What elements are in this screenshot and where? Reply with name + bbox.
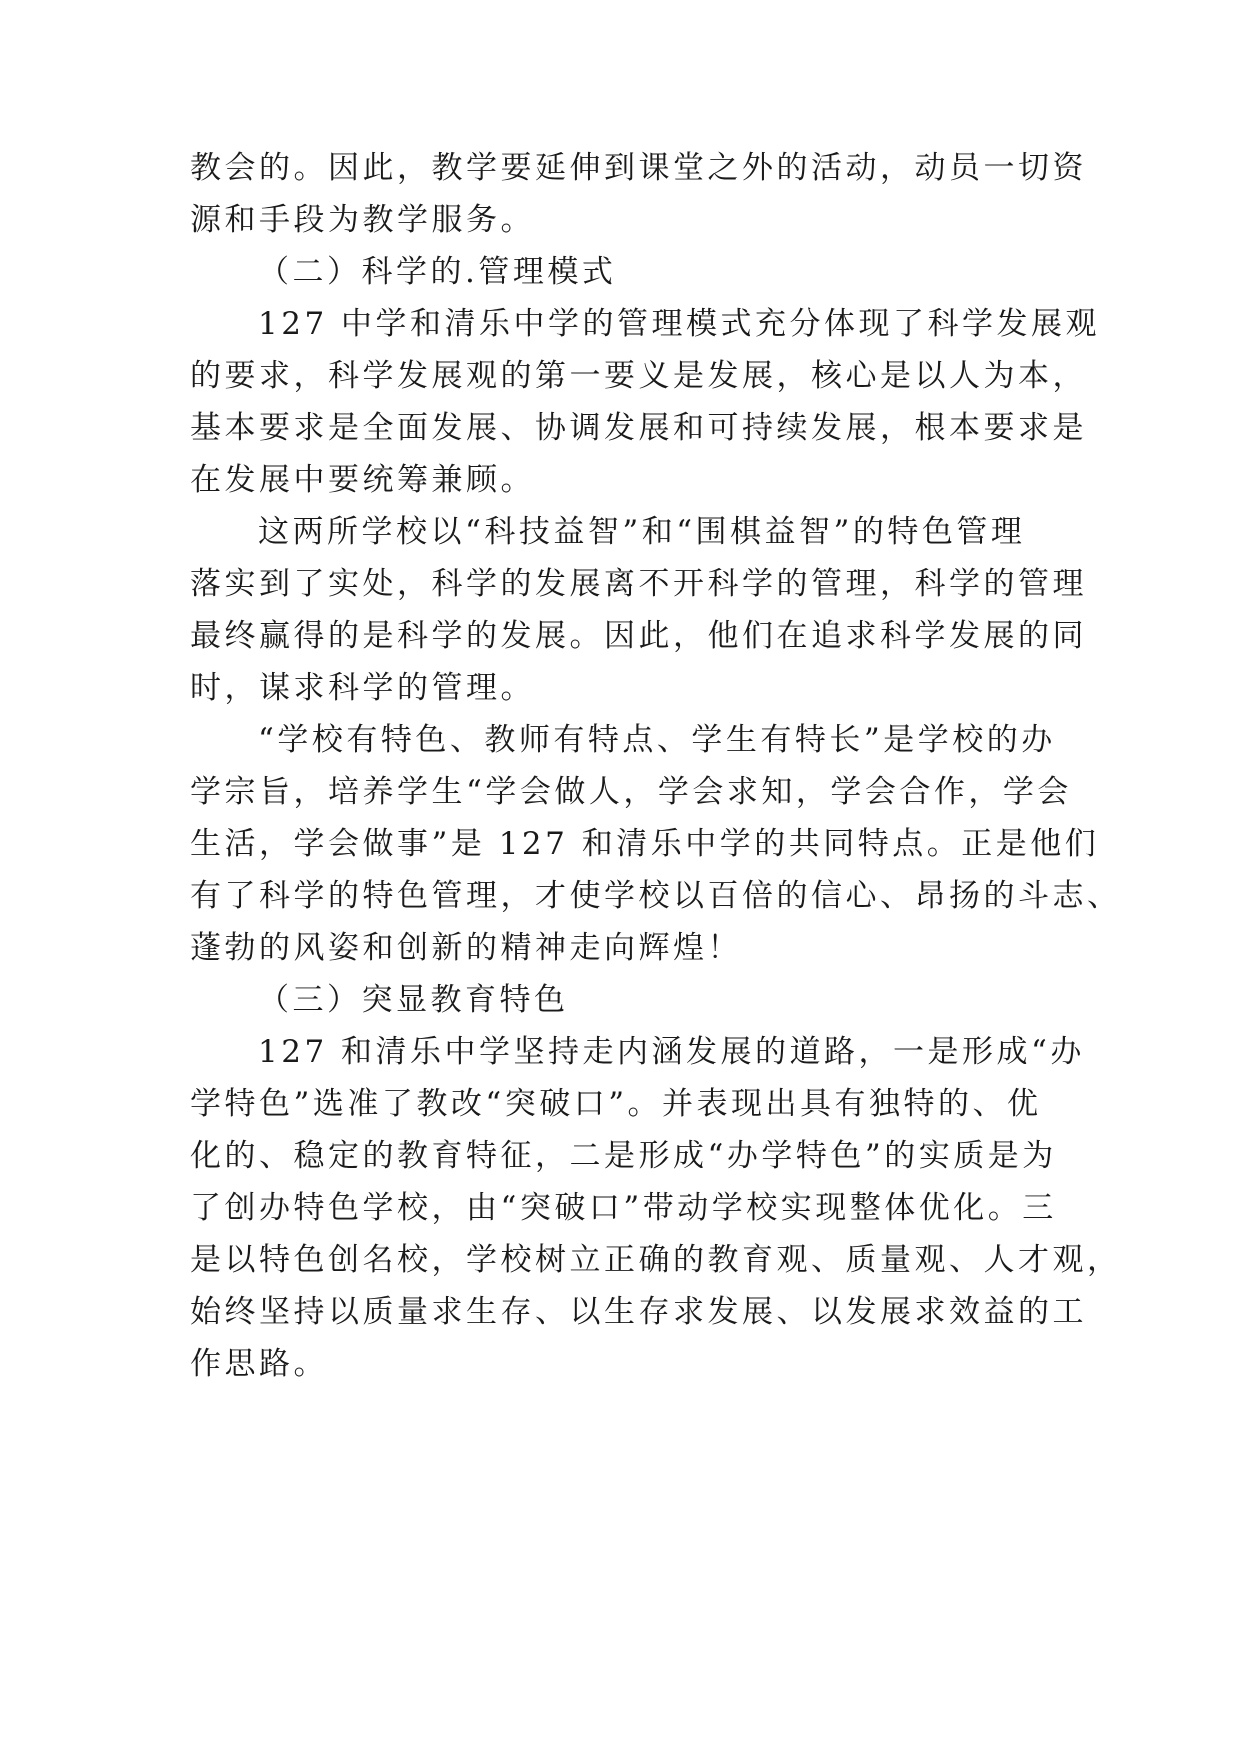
body-line: 有了科学的特色管理，才使学校以百倍的信心、昂扬的斗志、 xyxy=(190,878,1122,914)
body-line: 化的、稳定的教育特征，二是形成“办学特色”的实质是为 xyxy=(190,1138,1057,1174)
body-line: “学校有特色、教师有特点、学生有特长”是学校的办 xyxy=(258,722,1056,758)
body-line: 127 和清乐中学坚持走内涵发展的道路，一是形成“办 xyxy=(258,1034,1085,1070)
body-line: 源和手段为教学服务。 xyxy=(190,202,535,238)
section-heading: （二）科学的.管理模式 xyxy=(258,254,617,290)
body-line: 落实到了实处，科学的发展离不开科学的管理，科学的管理 xyxy=(190,566,1087,602)
body-line: 在发展中要统筹兼顾。 xyxy=(190,462,535,498)
body-line: 基本要求是全面发展、协调发展和可持续发展，根本要求是 xyxy=(190,410,1087,446)
body-line: 始终坚持以质量求生存、以生存求发展、以发展求效益的工 xyxy=(190,1294,1087,1330)
body-line: 蓬勃的风姿和创新的精神走向辉煌！ xyxy=(190,930,742,966)
body-line: 教会的。因此，教学要延伸到课堂之外的活动，动员一切资 xyxy=(190,150,1087,186)
body-line: 这两所学校以“科技益智”和“围棋益智”的特色管理 xyxy=(258,514,1026,550)
body-line: 是以特色创名校，学校树立正确的教育观、质量观、人才观， xyxy=(190,1242,1122,1278)
body-line: 了创办特色学校，由“突破口”带动学校实现整体优化。三 xyxy=(190,1190,1057,1226)
body-line: 作思路。 xyxy=(190,1346,328,1382)
body-line: 学宗旨，培养学生“学会做人，学会求知，学会合作，学会 xyxy=(190,774,1072,810)
body-line: 最终赢得的是科学的发展。因此，他们在追求科学发展的同 xyxy=(190,618,1087,654)
body-line: 生活，学会做事”是 127 和清乐中学的共同特点。正是他们 xyxy=(190,826,1100,862)
body-line: 时，谋求科学的管理。 xyxy=(190,670,535,706)
section-heading: （三）突显教育特色 xyxy=(258,982,569,1018)
body-line: 学特色”选准了教改“突破口”。并表现出具有独特的、优 xyxy=(190,1086,1042,1122)
body-line: 127 中学和清乐中学的管理模式充分体现了科学发展观 xyxy=(258,306,1101,342)
body-line: 的要求，科学发展观的第一要义是发展，核心是以人为本， xyxy=(190,358,1087,394)
